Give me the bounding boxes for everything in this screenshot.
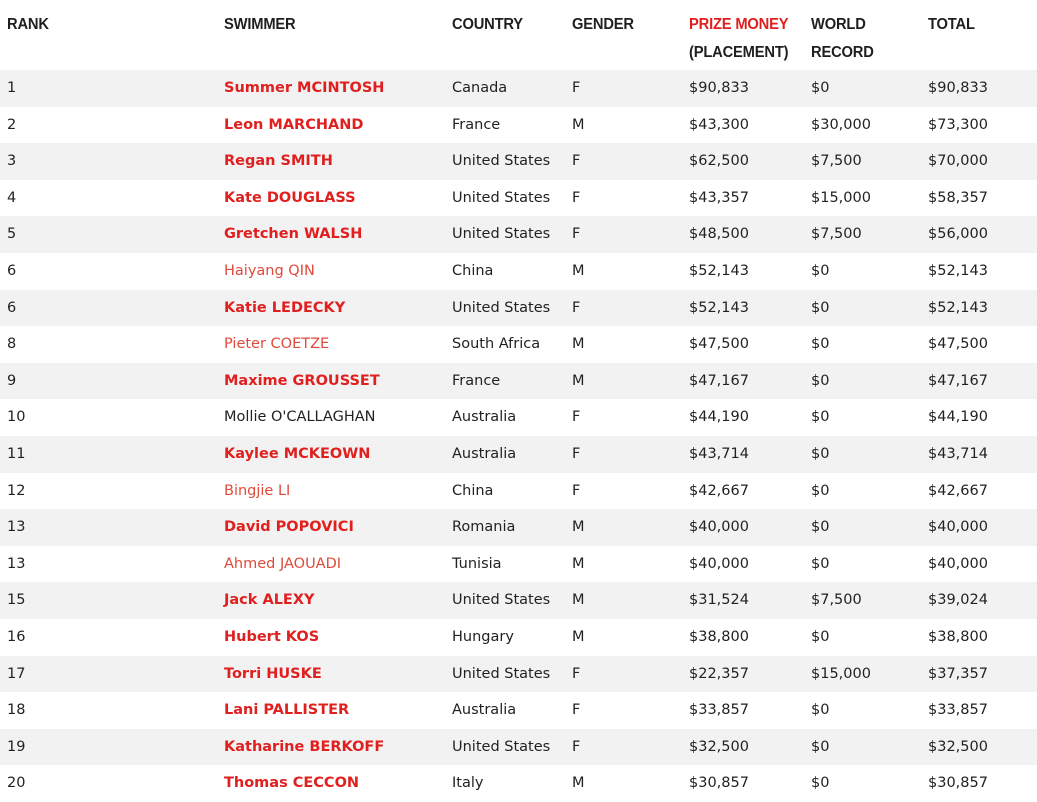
total-cell: $47,500 [928, 336, 988, 353]
table-row [0, 692, 1037, 729]
table-row [0, 582, 1037, 619]
table-row [0, 546, 1037, 583]
swimmer-name[interactable]: Torri HUSKE [224, 665, 322, 682]
rank-cell: 16 [7, 628, 26, 645]
prize-cell: $47,500 [689, 336, 749, 353]
swimmer-name[interactable]: Maxime GROUSSET [224, 372, 380, 389]
header-country: COUNTRY [452, 16, 523, 33]
gender-cell: F [572, 80, 581, 96]
gender-cell: M [572, 519, 585, 536]
world-record-cell: $0 [811, 372, 830, 389]
world-record-cell: $7,500 [811, 226, 862, 243]
world-record-cell: $30,000 [811, 116, 871, 133]
total-cell: $42,667 [928, 482, 988, 499]
table-row [0, 363, 1037, 400]
table-row [0, 399, 1037, 436]
country-cell: Tunisia [452, 555, 502, 572]
country-cell: France [452, 372, 501, 389]
country-cell: United States [452, 189, 551, 206]
prize-cell: $38,800 [689, 628, 749, 645]
table-row [0, 143, 1037, 180]
swimmer-name[interactable]: Summer MCINTOSH [224, 80, 385, 96]
swimmer-name[interactable]: Regan SMITH [224, 153, 333, 170]
country-cell: China [452, 482, 494, 499]
country-cell: Hungary [452, 628, 514, 645]
rank-cell: 10 [7, 409, 26, 426]
total-cell: $30,857 [928, 775, 988, 792]
gender-cell: M [572, 116, 585, 133]
swimmer-name[interactable]: Bingjie LI [224, 482, 291, 499]
swimmer-name[interactable]: Pieter COETZE [224, 336, 330, 353]
rank-cell: 1 [7, 80, 17, 96]
table-body [0, 70, 1037, 802]
total-cell: $58,357 [928, 189, 988, 206]
table-row [0, 253, 1037, 290]
country-cell: Australia [452, 409, 517, 426]
total-cell: $52,143 [928, 262, 988, 279]
rank-cell: 9 [7, 372, 17, 389]
rank-cell: 20 [7, 775, 26, 792]
rank-cell: 6 [7, 262, 17, 279]
gender-cell: F [572, 299, 581, 316]
prize-cell: $40,000 [689, 519, 749, 536]
gender-cell: F [572, 738, 581, 755]
swimmer-name[interactable]: Hubert KOS [224, 628, 320, 645]
total-cell: $43,714 [928, 445, 988, 462]
rank-cell: 4 [7, 189, 17, 206]
rank-cell: 15 [7, 592, 26, 609]
table-row [0, 765, 1037, 802]
swimmer-name[interactable]: Kaylee MCKEOWN [224, 445, 371, 462]
prize-cell: $43,714 [689, 445, 749, 462]
gender-cell: F [572, 665, 581, 682]
total-cell: $56,000 [928, 226, 988, 243]
world-record-cell: $0 [811, 482, 830, 499]
header-prize-money-label[interactable]: PRIZE MONEY [689, 16, 789, 33]
country-cell: Australia [452, 702, 517, 719]
total-cell: $32,500 [928, 738, 988, 755]
prize-cell: $31,524 [689, 592, 749, 609]
total-cell: $38,800 [928, 628, 988, 645]
rank-cell: 18 [7, 702, 26, 719]
total-cell: $37,357 [928, 665, 988, 682]
total-cell: $73,300 [928, 116, 988, 133]
rank-cell: 17 [7, 665, 26, 682]
gender-cell: F [572, 189, 581, 206]
swimmer-name[interactable]: Gretchen WALSH [224, 226, 363, 243]
table-row [0, 729, 1037, 766]
prize-cell: $90,833 [689, 80, 749, 96]
world-record-cell: $7,500 [811, 592, 862, 609]
gender-cell: M [572, 262, 585, 279]
table-row [0, 436, 1037, 473]
swimmer-name: Mollie O'CALLAGHAN [224, 409, 376, 426]
world-record-cell: $0 [811, 262, 830, 279]
rank-cell: 13 [7, 519, 26, 536]
rank-cell: 3 [7, 153, 17, 170]
world-record-cell: $7,500 [811, 153, 862, 170]
prize-cell: $52,143 [689, 299, 749, 316]
rank-cell: 13 [7, 555, 26, 572]
header-record-label: RECORD [811, 44, 874, 61]
table-row [0, 326, 1037, 363]
table-row [0, 509, 1037, 546]
prize-cell: $22,357 [689, 665, 749, 682]
world-record-cell: $0 [811, 702, 830, 719]
country-cell: United States [452, 299, 551, 316]
swimmer-name[interactable]: Haiyang QIN [224, 262, 315, 279]
gender-cell: M [572, 775, 585, 792]
prize-cell: $33,857 [689, 702, 749, 719]
world-record-cell: $0 [811, 336, 830, 353]
prize-cell: $42,667 [689, 482, 749, 499]
gender-cell: F [572, 409, 581, 426]
table-row [0, 180, 1037, 217]
gender-cell: M [572, 336, 585, 353]
world-record-cell: $15,000 [811, 665, 871, 682]
gender-cell: F [572, 153, 581, 170]
total-cell: $70,000 [928, 153, 988, 170]
total-cell: $52,143 [928, 299, 988, 316]
swimmer-name[interactable]: Jack ALEXY [224, 592, 315, 609]
rank-cell: 12 [7, 482, 26, 499]
country-cell: United States [452, 153, 551, 170]
world-record-cell: $0 [811, 628, 830, 645]
swimmer-name[interactable]: Kate DOUGLASS [224, 189, 356, 206]
world-record-cell: $0 [811, 775, 830, 792]
prize-cell: $32,500 [689, 738, 749, 755]
prize-cell: $43,300 [689, 116, 749, 133]
country-cell: Australia [452, 445, 517, 462]
prize-cell: $43,357 [689, 189, 749, 206]
country-cell: Italy [452, 775, 484, 792]
world-record-cell: $0 [811, 409, 830, 426]
prize-cell: $62,500 [689, 153, 749, 170]
table-row [0, 619, 1037, 656]
world-record-cell: $0 [811, 738, 830, 755]
prize-cell: $52,143 [689, 262, 749, 279]
table-row [0, 70, 1037, 107]
total-cell: $40,000 [928, 555, 988, 572]
total-cell: $47,167 [928, 372, 988, 389]
header-gender: GENDER [572, 16, 634, 33]
prize-cell: $44,190 [689, 409, 749, 426]
gender-cell: F [572, 226, 581, 243]
total-cell: $33,857 [928, 702, 988, 719]
header-world-label: WORLD [811, 16, 866, 33]
swimmer-name[interactable]: Leon MARCHAND [224, 116, 364, 133]
header-total: TOTAL [928, 16, 975, 33]
swimmer-name[interactable]: Thomas CECCON [224, 775, 360, 792]
world-record-cell: $15,000 [811, 189, 871, 206]
country-cell: China [452, 262, 494, 279]
gender-cell: M [572, 592, 585, 609]
swimmer-name[interactable]: Katharine BERKOFF [224, 738, 385, 755]
total-cell: $90,833 [928, 80, 988, 96]
gender-cell: F [572, 482, 581, 499]
table-row [0, 656, 1037, 693]
world-record-cell: $0 [811, 299, 830, 316]
rank-cell: 2 [7, 116, 17, 133]
rank-cell: 11 [7, 445, 26, 462]
rank-cell: 5 [7, 226, 17, 243]
country-cell: South Africa [452, 336, 541, 353]
table-row [0, 107, 1037, 144]
total-cell: $39,024 [928, 592, 988, 609]
header-world-record [811, 11, 874, 67]
gender-cell: F [572, 445, 581, 462]
gender-cell: M [572, 372, 585, 389]
gender-cell: M [572, 628, 585, 645]
country-cell: United States [452, 592, 551, 609]
swimmer-name[interactable]: David POPOVICI [224, 519, 354, 536]
rank-cell: 19 [7, 738, 26, 755]
country-cell: France [452, 116, 501, 133]
country-cell: United States [452, 738, 551, 755]
world-record-cell: $0 [811, 555, 830, 572]
world-record-cell: $0 [811, 445, 830, 462]
total-cell: $40,000 [928, 519, 988, 536]
rank-cell: 6 [7, 299, 17, 316]
table-row [0, 473, 1037, 510]
table-header [0, 0, 1037, 70]
table-row [0, 216, 1037, 253]
swimmer-name[interactable]: Katie LEDECKY [224, 299, 346, 316]
total-cell: $44,190 [928, 409, 988, 426]
rank-cell: 8 [7, 336, 17, 353]
prize-cell: $47,167 [689, 372, 749, 389]
country-cell: United States [452, 665, 551, 682]
header-swimmer: SWIMMER [224, 16, 296, 33]
prize-cell: $30,857 [689, 775, 749, 792]
header-placement-label: (PLACEMENT) [689, 44, 789, 61]
gender-cell: M [572, 555, 585, 572]
country-cell: Romania [452, 519, 516, 536]
country-cell: United States [452, 226, 551, 243]
header-rank: RANK [7, 16, 49, 33]
gender-cell: F [572, 702, 581, 719]
world-record-cell: $0 [811, 80, 830, 96]
swimmer-name[interactable]: Lani PALLISTER [224, 702, 350, 719]
world-record-cell: $0 [811, 519, 830, 536]
swimmer-name[interactable]: Ahmed JAOUADI [224, 555, 342, 572]
header-prize-money[interactable] [689, 11, 788, 67]
prize-cell: $48,500 [689, 226, 749, 243]
country-cell: Canada [452, 80, 508, 96]
prize-cell: $40,000 [689, 555, 749, 572]
table-row [0, 290, 1037, 327]
